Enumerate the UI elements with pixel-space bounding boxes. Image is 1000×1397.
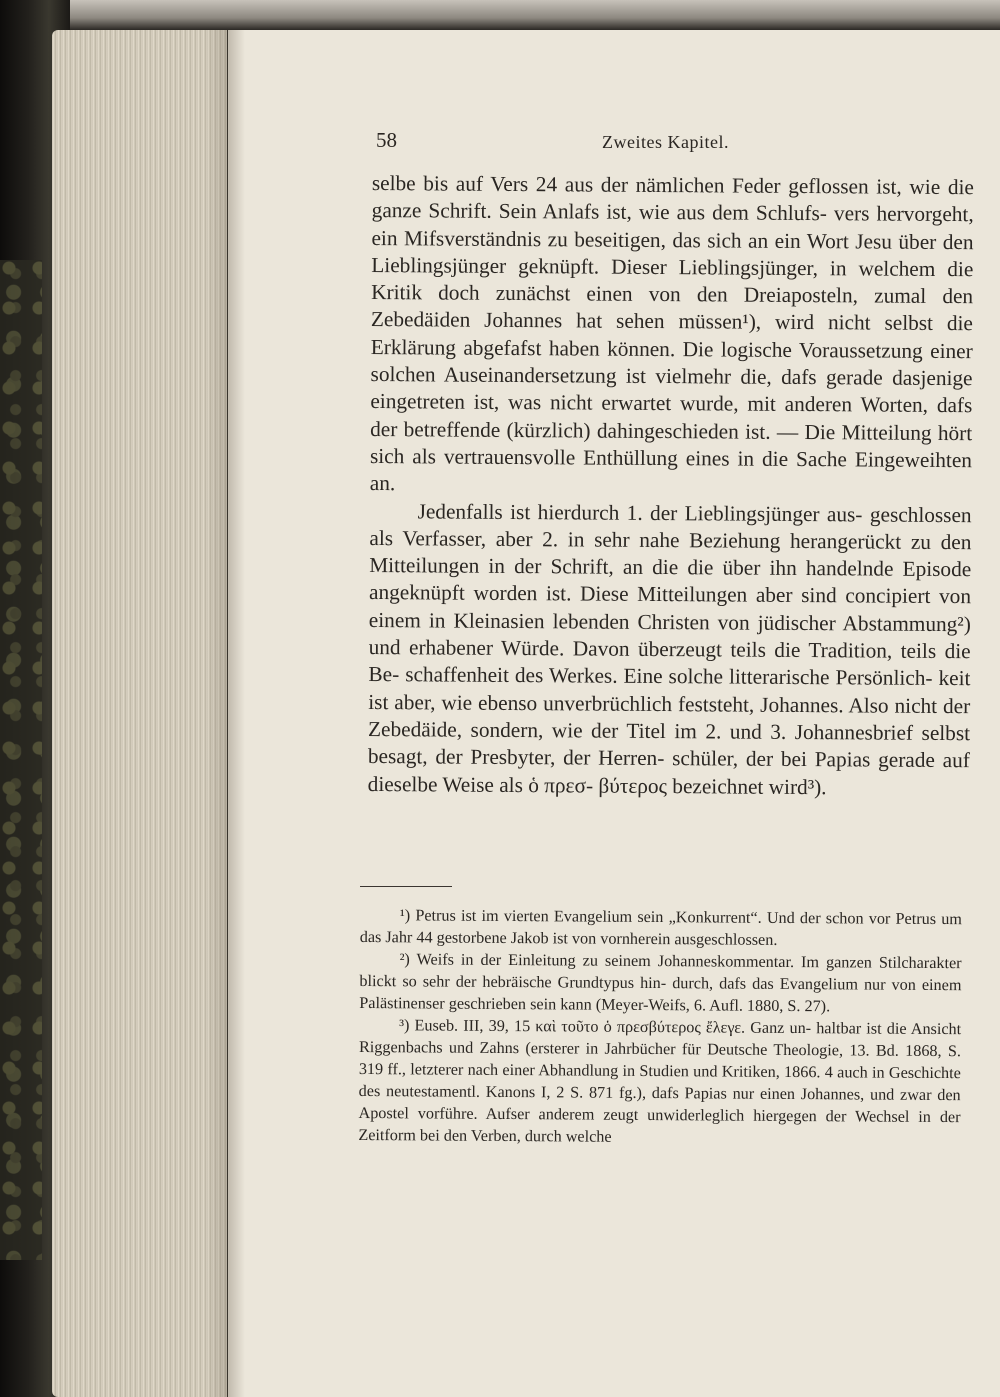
text-line: von den Dreiaposteln, zumal den Zebedäiden Johannes hat (370, 282, 974, 334)
text-line: wie die ganze Schrift. Sein Anlafs ist, wie aus dem Schlufs- (371, 174, 974, 226)
text-line: über ihn handelnde Episode angeknüpft worden ist. Diese (368, 555, 972, 607)
footnote-line: ausgeschlossen. (674, 930, 778, 949)
text-line: Lieblingsjünger, in welchem die Kritik doch zunächst einen (371, 255, 974, 307)
text-line: Also nicht der Zebedäide, sondern, wie der Titel im 2. und (368, 692, 971, 744)
footnote-line: ganzen Stilcharakter blickt so sehr der hebräische Grundtypus hin- (359, 953, 962, 993)
text-line: schüler, der bei Papias gerade auf dieselbe Weise als ὁ πρεσ- (367, 746, 970, 798)
text-line: Würde. Davon überzeugt teils die Tradition, teils die Be- (368, 635, 971, 687)
body-paragraph (370, 170, 974, 502)
footnote-line: Abhandlung in Studien und Kritiken, 1866. 4 auch in Geschichte des (358, 1061, 961, 1101)
text-line: vers hervorgeht, ein Mifsverständnis zu beseitigen, das sich (371, 201, 974, 253)
text-line: βύτερος bezeichnet wird³). (598, 773, 827, 799)
footnote-2 (359, 948, 961, 1018)
text-line: eingetreten ist, was nicht erwartet wurde, mit anderen (370, 389, 853, 417)
text-line: Jedenfalls ist hierdurch 1. der Lieblingsjünger aus- (417, 498, 863, 526)
footnote-1 (360, 904, 962, 952)
footnote-3 (358, 1014, 961, 1150)
text-line: herangerückt zu den Mitteilungen in der Schrift, an die die (369, 528, 972, 580)
footnote-line: ²) Weifs in der Einleitung zu seinem Johanneskommentar. Im (399, 950, 820, 972)
footnote-divider (360, 886, 452, 887)
footnotes (358, 904, 962, 1150)
body-paragraph (368, 498, 972, 802)
footnote-line: und zwar den Apostel vorführe. Aufser anderem zeugt unwiderleglich (358, 1085, 961, 1125)
footnote-line: hiergegen der Wechsel in der Zeitform bei den Verben, durch welche (358, 1106, 961, 1146)
text-line: keit ist aber, wie ebenso unverbrüchlich feststeht, Johannes. (368, 666, 971, 717)
footnote-line: sein kann (Meyer-Weifs, 6. Aufl. 1880, S. 27). (530, 995, 831, 1016)
footnote-line: für Deutsche Theologie, 13. Bd. 1868, S. 319 ff., letzterer nach einer (358, 1040, 962, 1080)
page-edges (52, 30, 227, 1397)
footnote-line: neutestamentl. Kanons I, 2 S. 871 fg.), dafs Papias nur einen Johannes, (386, 1082, 865, 1104)
footnote-line: ¹) Petrus ist im vierten Evangelium sein „Konkurrent“. Und der (399, 906, 821, 928)
text-line: selbe bis auf Vers 24 aus der nämlichen Feder geflossen ist, (371, 170, 902, 199)
text-line: Die Mitteilung hört sich als vertrauensvolle Enthüllung eines (369, 419, 973, 471)
text-line: lebenden Christen von jüdischer Abstammung²) und erhabener (368, 609, 971, 660)
footnote-line: durch, dafs das Evangelium nur von einem Palästinenser geschrieben (359, 974, 962, 1014)
marbled-cover-texture (0, 260, 42, 1260)
text-line: 3. Johannesbrief selbst besagt, der Presbyter, der Herren- (367, 719, 971, 771)
footnote-line: haltbar ist die Ansicht Riggenbachs und Zahns (ersterer in Jahrbücher (358, 1019, 962, 1059)
text-line: schaffenheit des Werkes. Eine solche litterarische Persönlich- (405, 662, 933, 691)
text-line: haben können. Die logische Voraussetzung einer solchen (370, 336, 973, 387)
text-line: Mitteilungen aber sind concipiert von einem in Kleinasien (368, 582, 972, 633)
running-title: Zweites Kapitel. (602, 132, 729, 152)
footnote-line: schon vor Petrus um das Jahr 44 gestorbene Jakob ist von vornherein (359, 909, 962, 949)
text-line: Auseinandersetzung ist vielmehr die, dafs gerade dasjenige (443, 362, 973, 391)
text-line: an ein Wort Jesu über den Lieblingsjünger geknüpft. Dieser (371, 228, 974, 279)
text-line: in die Sache Eingeweihten an. (369, 446, 973, 496)
page-number: 58 (376, 128, 397, 152)
book-top-edge (0, 0, 1000, 30)
main-text (368, 170, 974, 802)
footnote-line: ³) Euseb. III, 39, 15 καὶ τοῦτο ὁ πρεσβύτερος ἔλεγε. Ganz un- (399, 1016, 812, 1038)
text-line: geschlossen als Verfasser, aber 2. in sehr nahe Beziehung (369, 502, 972, 553)
page-gutter-shadow (205, 30, 245, 1397)
text-line: Worten, dafs der betreffende (kürzlich) dahingeschieden ist. — (370, 392, 973, 444)
text-line: sehen müssen¹), wird nicht selbst die Erklärung abgefafst (370, 309, 974, 360)
